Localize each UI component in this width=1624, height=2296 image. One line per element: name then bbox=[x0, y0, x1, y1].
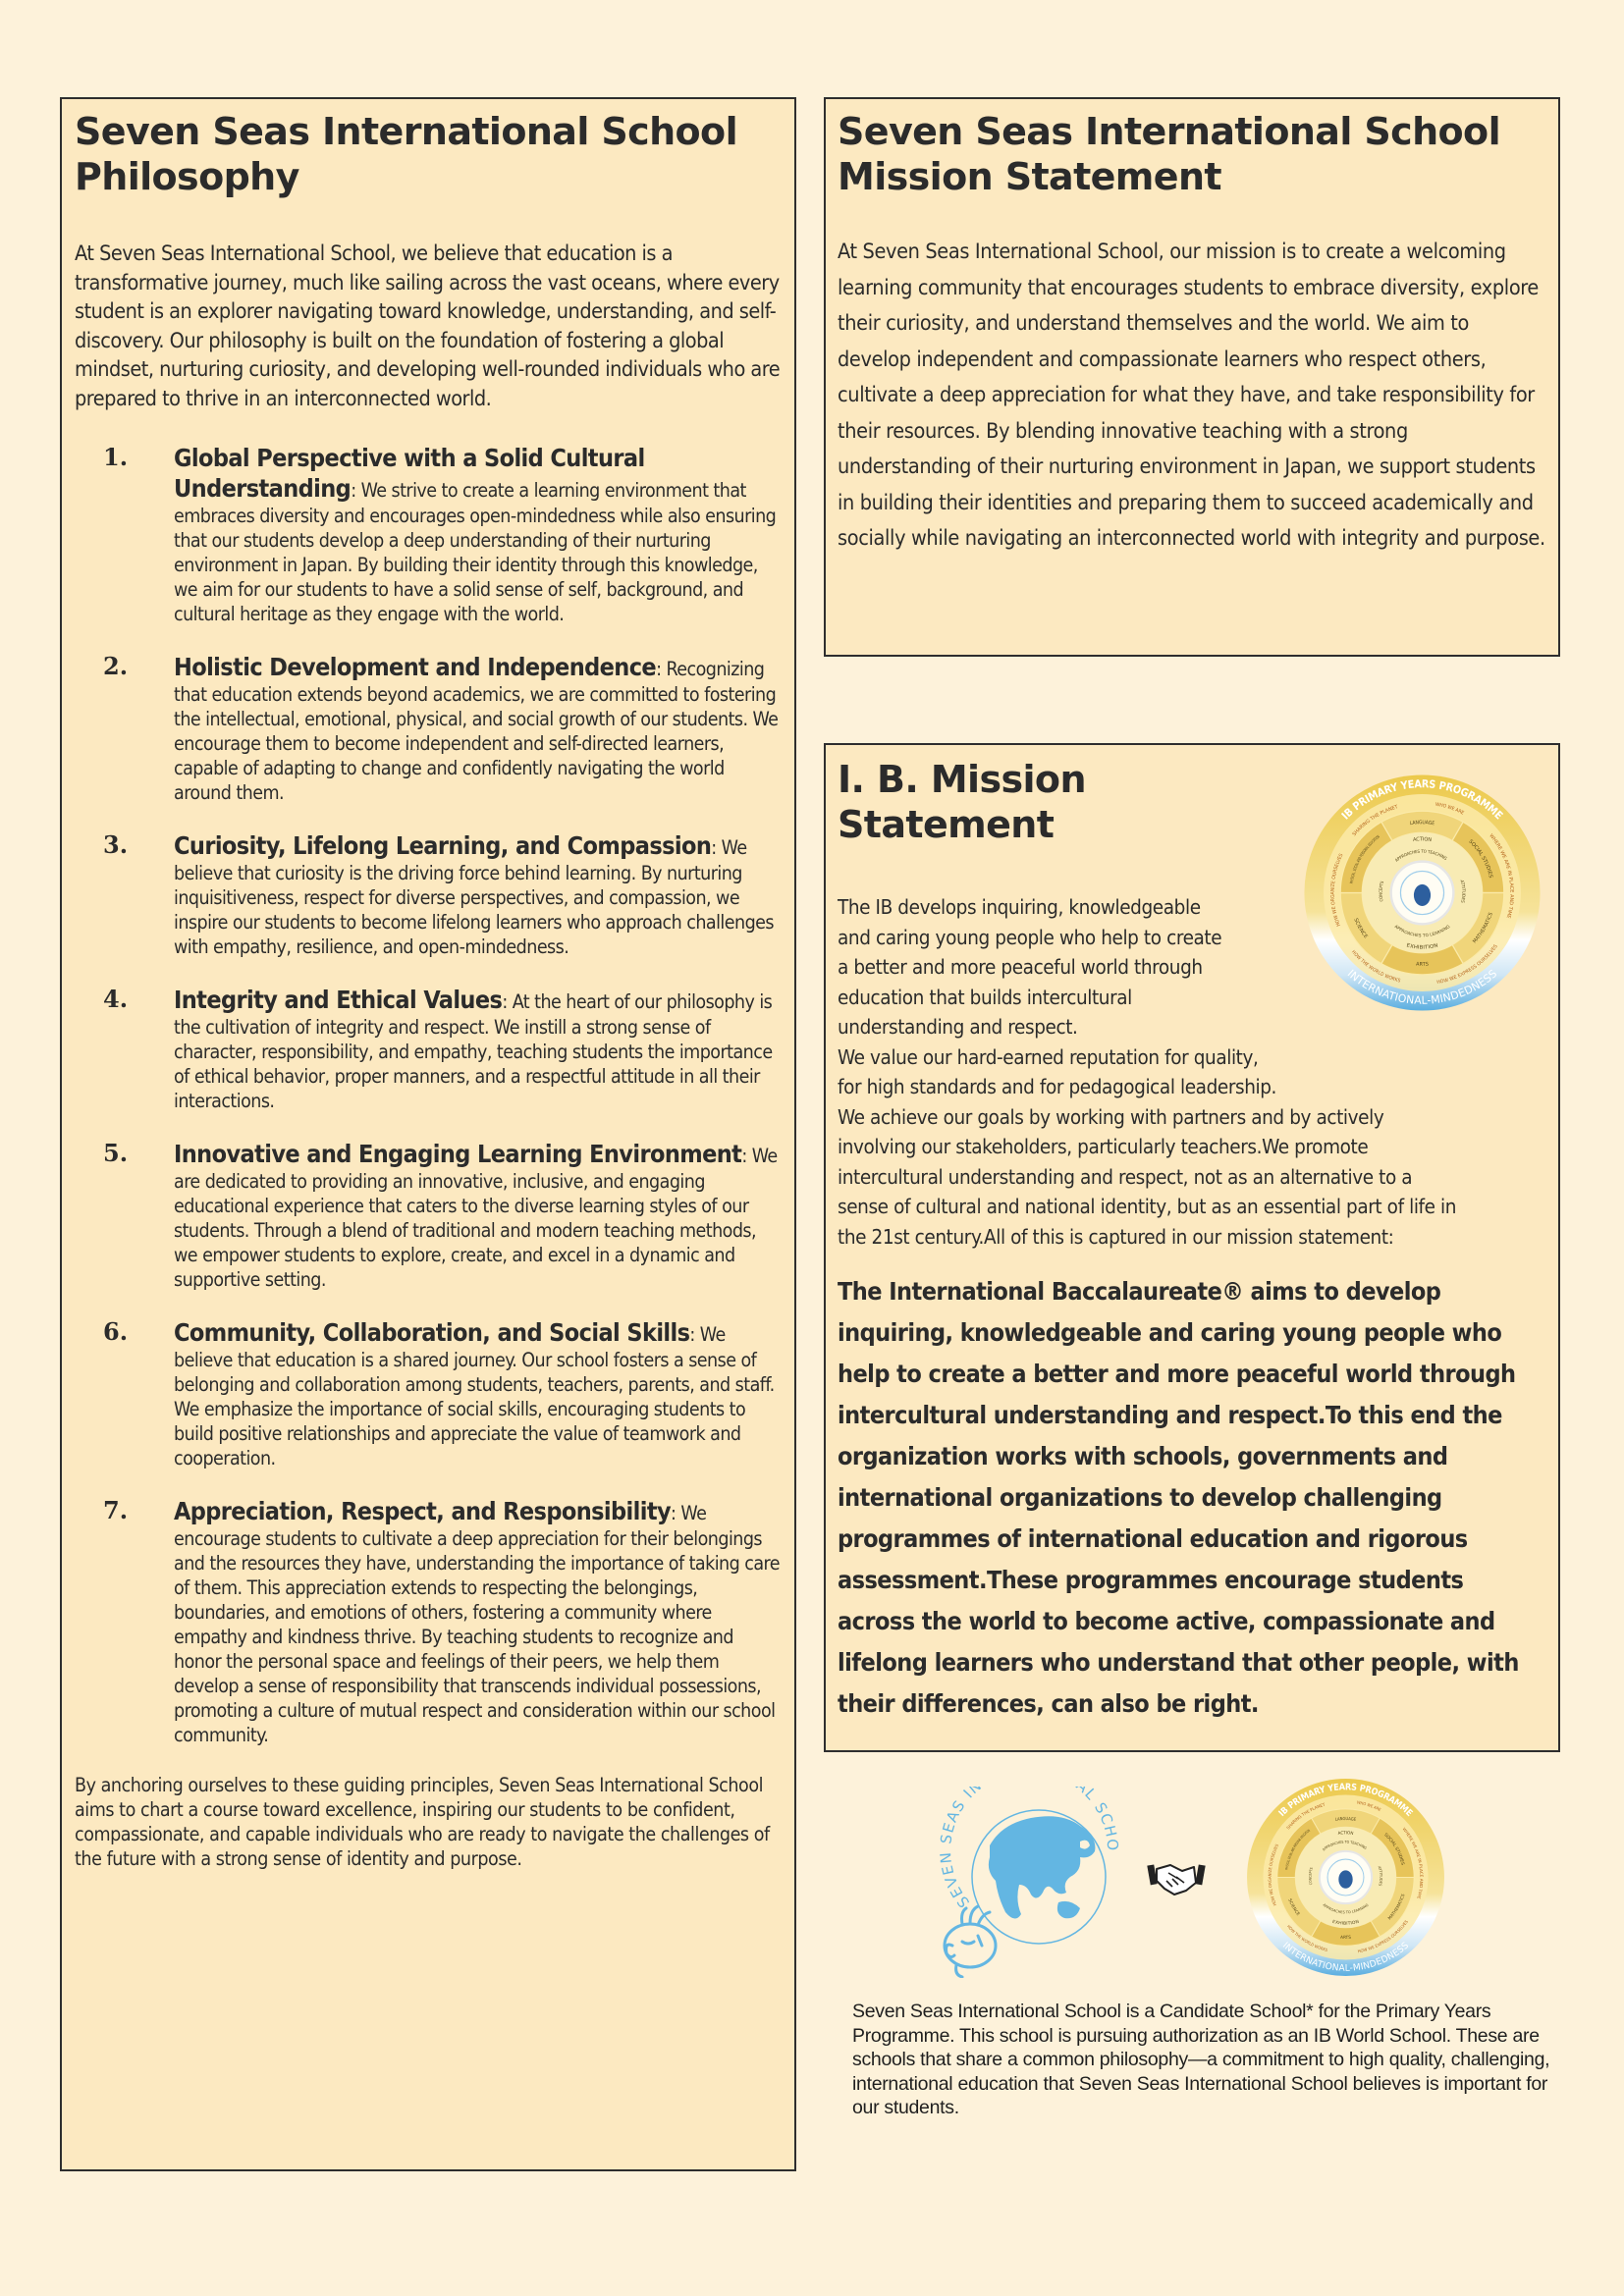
pyp-bottom-label: INTERNATIONAL-MINDEDNESS bbox=[1344, 967, 1500, 1007]
principles-list bbox=[75, 443, 782, 1747]
principle-text: : We believe that education is a shared journey. Our school fosters a sense of belonging and collaboration among students, teachers, parents, and staff. We emphasize the importance of social skills, encouraging students to build positive relationships and appreciate the value of teamwork and cooperation. bbox=[174, 1323, 775, 1469]
handshake-icon bbox=[1147, 1857, 1206, 1898]
pyp-wheel-graphic bbox=[1245, 1777, 1446, 1978]
ib-paragraph-line: involving our stakeholders, particularly teachers.We promote bbox=[838, 1135, 1369, 1158]
ib-paragraph-line: sense of cultural and national identity, but as an essential part of life in bbox=[838, 1195, 1457, 1218]
principle-item bbox=[75, 1317, 782, 1470]
mission-section bbox=[824, 97, 1560, 657]
philosophy-title: Seven Seas International School Philosophy bbox=[75, 110, 737, 198]
pyp-subject-label: MATHEMATICS bbox=[1386, 1893, 1407, 1921]
ib-paragraph-line: intercultural understanding and respect, not as an alternative to a bbox=[838, 1164, 1413, 1189]
principle-item bbox=[75, 1496, 782, 1747]
ib-paragraph-line: education that builds intercultural bbox=[838, 985, 1132, 1009]
ib-paragraph-line: understanding and respect. bbox=[838, 1015, 1078, 1039]
principle-heading: Appreciation, Respect, and Responsibility bbox=[174, 1497, 672, 1525]
pyp-theme-label: WHO WE ARE bbox=[1435, 801, 1466, 817]
pyp-theme-label: HOW WE EXPRESS OURSELVES bbox=[1357, 1918, 1409, 1954]
pyp-subject-label: SOCIAL STUDIES bbox=[1382, 1832, 1406, 1866]
pyp-subject-label: PHYSICAL, SOCIAL AND PERSONAL EDUCATION bbox=[1348, 832, 1381, 884]
pyp-core-label: ATTITUDES bbox=[1458, 879, 1466, 904]
pyp-core-label: CONCEPTS bbox=[1379, 880, 1385, 902]
philosophy-closing: By anchoring ourselves to these guiding principles, Seven Seas International School aims to chart a course toward excellence, inspiring our students to be confident, compassionate, and capable individuals who are ready to navigate the challenges of the future with a strong sense of identity and purpose. bbox=[75, 1774, 770, 1870]
pyp-subject-label: PHYSICAL, SOCIAL AND PERSONAL EDUCATION bbox=[1284, 1828, 1312, 1871]
pyp-element-label: EXHIBITION bbox=[1331, 1919, 1360, 1927]
principle-heading: Curiosity, Lifelong Learning, and Compassion bbox=[174, 831, 712, 860]
pyp-core-label: ATTITUDES bbox=[1377, 1865, 1383, 1887]
principle-number: 4. bbox=[103, 985, 129, 1013]
school-logo-arc-text: SEVEN SEAS IN AL SCHO bbox=[936, 1787, 1122, 1911]
seven-seas-school-logo bbox=[933, 1787, 1129, 1978]
principle-number: 6. bbox=[103, 1317, 129, 1346]
pyp-theme-label: WHERE WE ARE IN PLACE AND TIME bbox=[1401, 1826, 1425, 1900]
pyp-element-label: ACTION bbox=[1337, 1830, 1354, 1837]
philosophy-section bbox=[60, 97, 796, 2171]
principle-heading: Innovative and Engaging Learning Environment bbox=[174, 1140, 742, 1168]
principle-number: 3. bbox=[103, 830, 129, 859]
pyp-subject-label: MATHEMATICS bbox=[1471, 911, 1494, 945]
ib-paragraph-line: the 21st century.All of this is captured in our mission statement: bbox=[838, 1224, 1394, 1249]
principle-text: : We encourage students to cultivate a deep appreciation for their belongings and the resources they have, understanding the importance of taking care of them. This appreciation extends to respecting the belongings, boundaries, and emotions of others, fostering a community where empathy and kindness thrive. By teaching students to recognize and honor the personal space and feelings of their peers, we help them develop a sense of responsibility that transcends individual possessions, promoting a culture of mutual respect and consideration within our school community. bbox=[174, 1502, 780, 1746]
ib-paragraph-line: We achieve our goals by working with partners and by actively bbox=[838, 1104, 1384, 1129]
ib-paragraph bbox=[838, 892, 1302, 1042]
ib-paragraph-line: a better and more peaceful world through bbox=[838, 955, 1203, 979]
principle-number: 1. bbox=[103, 443, 129, 471]
pyp-theme-label: WHERE WE ARE IN PLACE AND TIME bbox=[1488, 832, 1515, 920]
pyp-element-label: ACTION bbox=[1412, 835, 1433, 843]
ib-header-row bbox=[838, 757, 1546, 1042]
principle-item bbox=[75, 652, 782, 805]
principle-number: 2. bbox=[103, 652, 129, 680]
principle-item bbox=[75, 443, 782, 626]
principle-number: 5. bbox=[103, 1139, 129, 1167]
principle-text: : We are dedicated to providing an innovative, inclusive, and engaging educational experience that caters to the diverse learning styles of our students. Through a blend of traditional and modern teaching methods, we empower students to explore, create, and excel in a dynamic and supportive setting. bbox=[174, 1145, 778, 1291]
pyp-theme-label: HOW WE EXPRESS OURSELVES bbox=[1435, 942, 1499, 986]
ib-paragraph-line: We value our hard-earned reputation for quality, bbox=[838, 1044, 1259, 1069]
pyp-theme-label: HOW WE ORGANIZE OURSELVES bbox=[1329, 852, 1344, 928]
ib-mission-section bbox=[824, 743, 1560, 1752]
pyp-theme-label: HOW THE WORLD WORKS bbox=[1350, 948, 1402, 985]
pyp-bottom-label: INTERNATIONAL-MINDEDNESS bbox=[1280, 1940, 1411, 1974]
globe-icon bbox=[933, 1787, 1129, 1978]
pyp-theme-label: SHARING THE PLANET bbox=[1351, 803, 1399, 837]
principle-heading: Holistic Development and Independence bbox=[174, 653, 657, 681]
pyp-outer-label: IB PRIMARY YEARS PROGRAMME bbox=[1338, 777, 1506, 824]
pyp-subject-label: ARTS bbox=[1339, 1935, 1352, 1941]
ib-paragraph-line: The IB develops inquiring, knowledgeable bbox=[838, 895, 1201, 919]
pyp-subject-label: LANGUAGE bbox=[1409, 819, 1435, 827]
principle-text: : We strive to create a learning environment that embraces diversity and encourages open-mindedness while also ensuring that our students develop a deep understanding of their nurturing environment in Japan. By building their identity through this knowledge, we aim for our students to have a solid sense of self, background, and cultural heritage as they engage with the world. bbox=[174, 479, 777, 625]
philosophy-intro: At Seven Seas International School, we believe that education is a transformative journey, much like sailing across the vast oceans, where every student is an explorer navigating toward knowledge, understanding, and self-discovery. Our philosophy is built on the foundation of fostering a global mindset, nurturing curiosity, and developing well-rounded individuals who are prepared to thrive in an interconnected world. bbox=[75, 241, 781, 411]
pyp-wheel-graphic bbox=[1302, 773, 1543, 1013]
principle-text: : Recognizing that education extends beyond academics, we are committed to fostering the intellectual, emotional, physical, and social growth of our students. We encourage them to become independent and self-directed learners, capable of adapting to change and confidently navigating the world around them. bbox=[174, 658, 779, 804]
pyp-outer-label: IB PRIMARY YEARS PROGRAMME bbox=[1275, 1781, 1416, 1820]
principle-heading: Community, Collaboration, and Social Skills bbox=[174, 1318, 690, 1347]
principle-text: : At the heart of our philosophy is the cultivation of integrity and respect. We instill a strong sense of character, responsibility, and empathy, teaching students the importance of ethical behavior, proper manners, and a respectful attitude in all their interactions. bbox=[174, 990, 773, 1112]
principle-heading: Integrity and Ethical Values bbox=[174, 986, 503, 1014]
ib-header-text bbox=[838, 757, 1302, 1042]
pyp-subject-label: LANGUAGE bbox=[1334, 1816, 1357, 1823]
learner-icon bbox=[1338, 1870, 1352, 1888]
pyp-subject-label: SCIENCE bbox=[1286, 1897, 1301, 1917]
principle-item bbox=[75, 830, 782, 959]
mission-title: Seven Seas International School Mission Statement bbox=[838, 110, 1500, 198]
principle-number: 7. bbox=[103, 1496, 129, 1524]
learner-icon bbox=[1414, 884, 1431, 906]
ib-paragraph-line: and caring young people who help to create bbox=[838, 925, 1222, 949]
ib-paragraph-line: for high standards and for pedagogical leadership. bbox=[838, 1075, 1277, 1098]
pyp-element-label: EXHIBITION bbox=[1405, 941, 1438, 951]
ib-mission-title: I. B. Mission Statement bbox=[838, 758, 1086, 846]
pyp-theme-label: HOW WE ORGANIZE OURSELVES bbox=[1267, 1842, 1280, 1907]
principle-item bbox=[75, 985, 782, 1113]
pyp-theme-label: WHO WE ARE bbox=[1356, 1799, 1382, 1813]
ib-mission-quote: The International Baccalaureate® aims to develop inquiring, knowledgeable and caring young people who help to create a better and more peaceful world through intercultural understanding and respect.To this end the organization works with schools, governments and international organizations to develop challenging programmes of international education and rigorous assessment.These programmes encourage students across the world to become active, compassionate and lifelong learners who understand that other people, with their differences, can also be right. bbox=[838, 1277, 1519, 1718]
pyp-subject-label: SOCIAL STUDIES bbox=[1467, 838, 1494, 879]
pyp-theme-label: SHARING THE PLANET bbox=[1285, 1801, 1326, 1831]
pyp-core-label: APPROACHES TO TEACHING bbox=[1322, 1840, 1368, 1852]
ib-pyp-logo bbox=[1245, 1777, 1446, 1978]
principle-item bbox=[75, 1139, 782, 1292]
pyp-core-label: APPROACHES TO LEARNING bbox=[1322, 1902, 1370, 1915]
mission-body: At Seven Seas International School, our mission is to create a welcoming learning community that encourages students to embrace diversity, explore their curiosity, and understand themselves and the world. We aim to develop independent and compassionate learners who respect others, cultivate a deep appreciation for what they have, and take responsibility for their resources. By blending innovative teaching with a strong understanding of their nurturing environment in Japan, we support students in building their identities and preparing them to succeed academically and socially while navigating an interconnected world with integrity and purpose. bbox=[838, 240, 1545, 551]
pyp-core-label: APPROACHES TO LEARNING bbox=[1393, 924, 1451, 938]
ib-pyp-logo bbox=[1302, 773, 1543, 1013]
pyp-core-label: APPROACHES TO TEACHING bbox=[1394, 849, 1448, 864]
pyp-subject-label: ARTS bbox=[1415, 961, 1430, 968]
child-face-icon bbox=[945, 1906, 996, 1977]
pyp-subject-label: SCIENCE bbox=[1352, 917, 1370, 940]
candidate-school-note: Seven Seas International School is a Candidate School* for the Primary Years Programme. This school is pursuing authorization as an IB World School. These are schools that share a common philosophy—a commitment to high quality, challenging, international education that Seven Seas International School believes is important for our students. bbox=[852, 2001, 1550, 2118]
principle-text: : We believe that curiosity is the driving force behind learning. By nurturing inquisitiveness, respect for diverse perspectives, and compassion, we inspire our students to become lifelong learners who approach challenges with empathy, resilience, and open-mindedness. bbox=[174, 836, 774, 958]
pyp-theme-label: HOW THE WORLD WORKS bbox=[1286, 1923, 1328, 1953]
principle-heading: Global Perspective with a Solid Cultural Understanding bbox=[174, 444, 645, 503]
pyp-core-label: CONCEPTS bbox=[1308, 1866, 1315, 1886]
ib-paragraph-continued bbox=[838, 1042, 1546, 1253]
